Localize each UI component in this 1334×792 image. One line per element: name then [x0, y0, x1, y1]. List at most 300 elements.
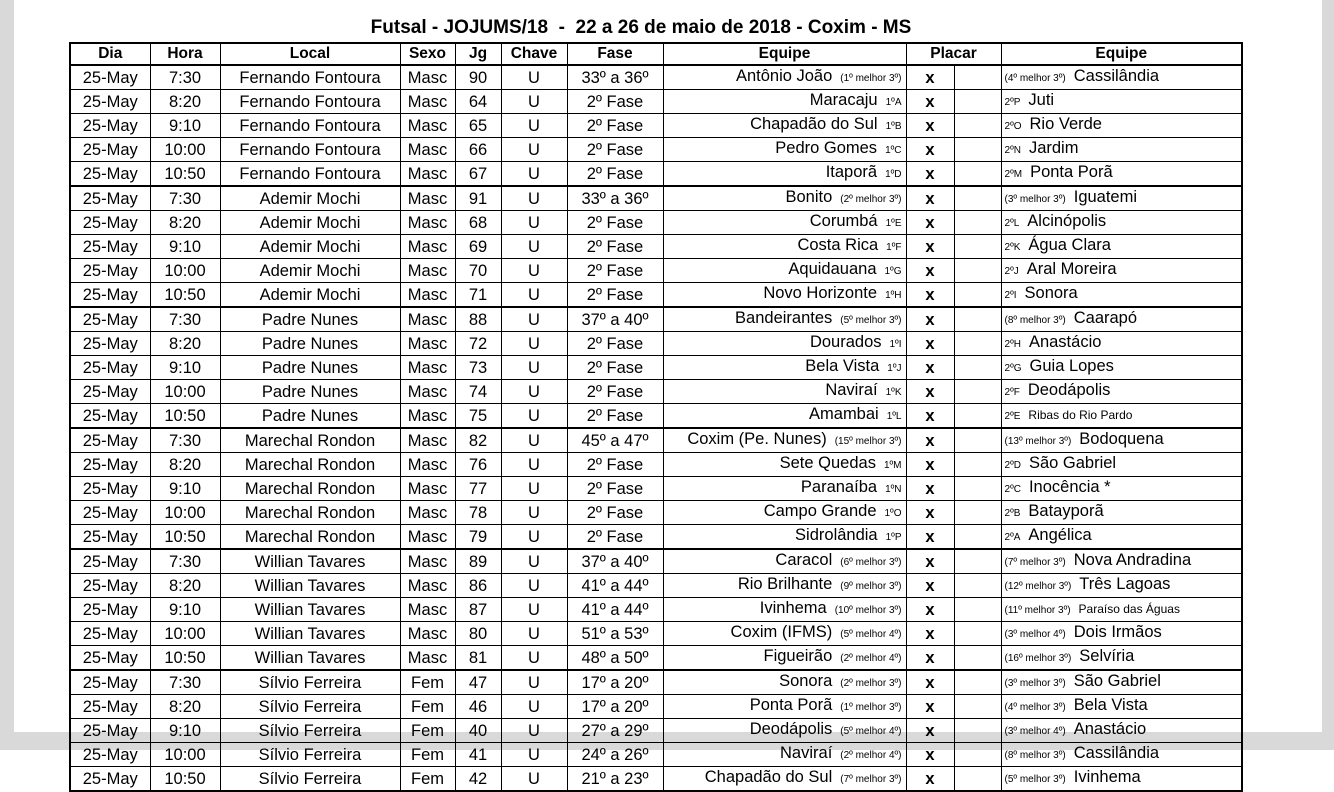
cell-jg: 88 — [455, 307, 501, 332]
cell-hora: 9:10 — [150, 477, 220, 501]
cell-dia: 25-May — [70, 65, 150, 90]
seed-note: (5º melhor 4º) — [840, 629, 902, 640]
cell-dia: 25-May — [70, 646, 150, 671]
cell-equipe-1 — [663, 259, 906, 283]
cell-equipe-1 — [663, 211, 906, 235]
table-row — [70, 307, 1242, 332]
team-name: Caarapó — [1073, 309, 1138, 327]
cell-equipe-1 — [663, 404, 906, 429]
cell-placar-score[interactable] — [954, 90, 1001, 114]
cell-equipe-2 — [1001, 695, 1242, 719]
cell-dia: 25-May — [70, 525, 150, 550]
cell-hora: 10:00 — [150, 743, 220, 767]
cell-placar-score[interactable] — [954, 162, 1001, 187]
cell-local: Fernando Fontoura — [220, 114, 400, 138]
table-row — [70, 453, 1242, 477]
cell-jg: 73 — [455, 356, 501, 380]
table-row — [70, 767, 1242, 792]
cell-placar-score[interactable] — [954, 453, 1001, 477]
cell-dia: 25-May — [70, 695, 150, 719]
team-name: Batayporã — [1028, 502, 1104, 520]
cell-sexo: Masc — [400, 453, 455, 477]
team-name: Chapadão do Sul — [704, 768, 833, 786]
cell-fase: 2º Fase — [567, 453, 663, 477]
cell-local: Willian Tavares — [220, 549, 400, 574]
table-row — [70, 719, 1242, 743]
team-name: Paranaíba — [800, 478, 878, 496]
team-name: Caracol — [775, 551, 833, 569]
cell-jg: 42 — [455, 767, 501, 792]
team-name: Cassilândia — [1073, 67, 1160, 85]
cell-equipe-2 — [1001, 90, 1242, 114]
cell-hora: 8:20 — [150, 695, 220, 719]
cell-sexo: Masc — [400, 356, 455, 380]
cell-equipe-1 — [663, 162, 906, 187]
table-row — [70, 695, 1242, 719]
cell-sexo: Masc — [400, 380, 455, 404]
cell-placar-score[interactable] — [954, 356, 1001, 380]
cell-equipe-2 — [1001, 501, 1242, 525]
cell-chave: U — [501, 598, 567, 622]
seed-note: (15º melhor 3º) — [834, 436, 902, 447]
cell-local: Padre Nunes — [220, 332, 400, 356]
header-sexo: Sexo — [400, 43, 455, 65]
table-row — [70, 477, 1242, 501]
team-name: Naviraí — [780, 744, 833, 762]
cell-placar-score[interactable] — [954, 719, 1001, 743]
cell-equipe-1 — [663, 90, 906, 114]
cell-jg: 77 — [455, 477, 501, 501]
cell-chave: U — [501, 549, 567, 574]
table-row — [70, 186, 1242, 211]
cell-hora: 7:30 — [150, 186, 220, 211]
cell-placar-score[interactable] — [954, 65, 1001, 90]
cell-fase: 17º a 20º — [567, 695, 663, 719]
table-row — [70, 622, 1242, 646]
team-name: Campo Grande — [763, 502, 877, 520]
cell-equipe-1 — [663, 598, 906, 622]
team-name: Rio Brilhante — [737, 575, 833, 593]
cell-equipe-2 — [1001, 235, 1242, 259]
team-name: Juti — [1028, 91, 1055, 109]
team-name: Paraíso das Águas — [1078, 602, 1180, 616]
cell-equipe-2 — [1001, 307, 1242, 332]
team-name: Ponta Porã — [749, 696, 833, 714]
cell-fase: 2º Fase — [567, 235, 663, 259]
cell-placar-score[interactable] — [954, 404, 1001, 429]
cell-sexo: Masc — [400, 114, 455, 138]
cell-local: Padre Nunes — [220, 380, 400, 404]
cell-fase: 33º a 36º — [567, 65, 663, 90]
seed-note: (2º melhor 3º) — [840, 678, 902, 689]
cell-equipe-1 — [663, 186, 906, 211]
seed-note: 2ºP — [1004, 97, 1021, 108]
team-name: Cassilândia — [1073, 744, 1160, 762]
team-name: Dourados — [809, 333, 882, 351]
seed-note: 1ºC — [885, 145, 902, 156]
cell-equipe-1 — [663, 332, 906, 356]
cell-placar-score[interactable] — [954, 549, 1001, 574]
cell-hora: 8:20 — [150, 90, 220, 114]
team-name: Nova Andradina — [1073, 551, 1192, 569]
header-hora: Hora — [150, 43, 220, 65]
cell-placar-score[interactable] — [954, 259, 1001, 283]
cell-jg: 70 — [455, 259, 501, 283]
cell-equipe-2 — [1001, 646, 1242, 671]
team-name: Coxim (Pe. Nunes) — [687, 430, 827, 448]
cell-jg: 89 — [455, 549, 501, 574]
cell-local: Marechal Rondon — [220, 501, 400, 525]
header-fase: Fase — [567, 43, 663, 65]
cell-dia: 25-May — [70, 283, 150, 308]
cell-local: Padre Nunes — [220, 356, 400, 380]
cell-placar-score[interactable] — [954, 574, 1001, 598]
cell-hora: 10:50 — [150, 162, 220, 187]
cell-equipe-2 — [1001, 767, 1242, 792]
cell-chave: U — [501, 259, 567, 283]
cell-dia: 25-May — [70, 428, 150, 453]
cell-local: Ademir Mochi — [220, 186, 400, 211]
cell-placar-x: x — [906, 525, 954, 550]
table-row — [70, 162, 1242, 187]
cell-local: Fernando Fontoura — [220, 65, 400, 90]
team-name: Bodoquena — [1079, 430, 1164, 448]
seed-note: 2ºE — [1004, 411, 1021, 422]
table-row — [70, 598, 1242, 622]
schedule-body — [70, 65, 1242, 791]
cell-equipe-2 — [1001, 719, 1242, 743]
cell-sexo: Fem — [400, 670, 455, 695]
cell-fase: 2º Fase — [567, 138, 663, 162]
cell-sexo: Masc — [400, 259, 455, 283]
team-name: Ivinhema — [759, 599, 827, 617]
cell-sexo: Masc — [400, 138, 455, 162]
cell-fase: 2º Fase — [567, 259, 663, 283]
cell-local: Willian Tavares — [220, 622, 400, 646]
seed-note: (5º melhor 3º) — [1004, 774, 1066, 785]
cell-chave: U — [501, 162, 567, 187]
seed-note: 1ºI — [889, 339, 902, 350]
cell-sexo: Masc — [400, 501, 455, 525]
cell-fase: 33º a 36º — [567, 186, 663, 211]
cell-dia: 25-May — [70, 380, 150, 404]
cell-chave: U — [501, 525, 567, 550]
cell-sexo: Masc — [400, 477, 455, 501]
cell-sexo: Masc — [400, 65, 455, 90]
team-name: São Gabriel — [1073, 672, 1161, 690]
table-row — [70, 65, 1242, 90]
cell-placar-score[interactable] — [954, 646, 1001, 671]
cell-sexo: Masc — [400, 622, 455, 646]
cell-placar-score[interactable] — [954, 428, 1001, 453]
team-name: Iguatemi — [1073, 188, 1138, 206]
seed-note: 2ºK — [1004, 242, 1021, 253]
cell-fase: 27º a 29º — [567, 719, 663, 743]
header-equipe-2: Equipe — [1001, 43, 1242, 65]
cell-placar-score[interactable] — [954, 695, 1001, 719]
header-dia: Dia — [70, 43, 150, 65]
seed-note: (16º melhor 3º) — [1004, 653, 1072, 664]
page-title: Futsal - JOJUMS/18 - 22 a 26 de maio de 2018 - Coxim - MS — [370, 17, 912, 38]
cell-chave: U — [501, 138, 567, 162]
cell-jg: 67 — [455, 162, 501, 187]
cell-placar-x: x — [906, 259, 954, 283]
cell-equipe-2 — [1001, 549, 1242, 574]
seed-note: 1ºF — [886, 242, 902, 253]
schedule-table — [69, 42, 1243, 792]
cell-fase: 2º Fase — [567, 380, 663, 404]
table-row — [70, 670, 1242, 695]
seed-note: (8º melhor 3º) — [1004, 315, 1066, 326]
cell-placar-score[interactable] — [954, 525, 1001, 550]
cell-placar-x: x — [906, 114, 954, 138]
cell-local: Marechal Rondon — [220, 428, 400, 453]
cell-equipe-2 — [1001, 211, 1242, 235]
seed-note: (12º melhor 3º) — [1004, 581, 1072, 592]
seed-note: 1ºH — [885, 290, 902, 301]
cell-chave: U — [501, 453, 567, 477]
cell-fase: 2º Fase — [567, 332, 663, 356]
cell-local: Willian Tavares — [220, 574, 400, 598]
cell-sexo: Masc — [400, 332, 455, 356]
cell-equipe-2 — [1001, 65, 1242, 90]
cell-sexo: Masc — [400, 211, 455, 235]
seed-note: 2ºO — [1004, 121, 1022, 132]
seed-note: 2ºD — [1004, 460, 1021, 471]
seed-note: 2ºJ — [1004, 266, 1019, 277]
seed-note: 1ºA — [885, 97, 902, 108]
cell-chave: U — [501, 404, 567, 429]
table-row — [70, 90, 1242, 114]
cell-sexo: Fem — [400, 767, 455, 792]
seed-note: 1ºE — [885, 218, 902, 229]
cell-placar-score[interactable] — [954, 186, 1001, 211]
cell-placar-x: x — [906, 598, 954, 622]
header-chave: Chave — [501, 43, 567, 65]
cell-equipe-2 — [1001, 428, 1242, 453]
team-name: Chapadão do Sul — [750, 115, 878, 133]
cell-dia: 25-May — [70, 767, 150, 792]
cell-local: Willian Tavares — [220, 598, 400, 622]
cell-equipe-2 — [1001, 259, 1242, 283]
seed-note: (4º melhor 3º) — [1004, 702, 1066, 713]
cell-hora: 7:30 — [150, 65, 220, 90]
cell-hora: 8:20 — [150, 574, 220, 598]
cell-chave: U — [501, 743, 567, 767]
seed-note: (2º melhor 3º) — [840, 194, 902, 205]
cell-local: Fernando Fontoura — [220, 162, 400, 187]
cell-equipe-1 — [663, 235, 906, 259]
cell-placar-x: x — [906, 646, 954, 671]
cell-chave: U — [501, 767, 567, 792]
cell-equipe-1 — [663, 525, 906, 550]
cell-equipe-1 — [663, 356, 906, 380]
cell-chave: U — [501, 356, 567, 380]
cell-sexo: Masc — [400, 283, 455, 308]
seed-note: 1ºL — [886, 411, 902, 422]
cell-placar-score[interactable] — [954, 114, 1001, 138]
seed-note: (13º melhor 3º) — [1004, 436, 1072, 447]
cell-chave: U — [501, 114, 567, 138]
seed-note: 2ºF — [1004, 387, 1020, 398]
cell-placar-x: x — [906, 743, 954, 767]
cell-placar-score[interactable] — [954, 380, 1001, 404]
cell-jg: 46 — [455, 695, 501, 719]
cell-sexo: Fem — [400, 719, 455, 743]
cell-hora: 9:10 — [150, 598, 220, 622]
seed-note: 1ºD — [885, 169, 902, 180]
team-name: Alcinópolis — [1027, 212, 1107, 230]
cell-equipe-1 — [663, 743, 906, 767]
seed-note: (2º melhor 4º) — [840, 653, 902, 664]
seed-note: 2ºM — [1004, 169, 1023, 180]
cell-placar-x: x — [906, 283, 954, 308]
team-name: Costa Rica — [797, 236, 879, 254]
cell-placar-score[interactable] — [954, 211, 1001, 235]
cell-placar-score[interactable] — [954, 767, 1001, 792]
cell-equipe-2 — [1001, 380, 1242, 404]
cell-placar-score[interactable] — [954, 670, 1001, 695]
cell-local: Padre Nunes — [220, 307, 400, 332]
cell-equipe-2 — [1001, 283, 1242, 308]
cell-placar-score[interactable] — [954, 307, 1001, 332]
cell-hora: 10:00 — [150, 622, 220, 646]
cell-hora: 7:30 — [150, 307, 220, 332]
cell-fase: 2º Fase — [567, 90, 663, 114]
seed-note: 2ºN — [1004, 145, 1021, 156]
cell-chave: U — [501, 332, 567, 356]
cell-equipe-2 — [1001, 743, 1242, 767]
team-name: Bela Vista — [805, 357, 880, 375]
cell-placar-x: x — [906, 574, 954, 598]
seed-note: 2ºA — [1004, 532, 1021, 543]
cell-chave: U — [501, 695, 567, 719]
cell-equipe-2 — [1001, 598, 1242, 622]
cell-placar-score[interactable] — [954, 501, 1001, 525]
cell-hora: 8:20 — [150, 332, 220, 356]
header-placar: Placar — [906, 43, 1001, 65]
cell-placar-score[interactable] — [954, 477, 1001, 501]
cell-equipe-2 — [1001, 574, 1242, 598]
team-name: Deodápolis — [749, 720, 833, 738]
cell-equipe-2 — [1001, 162, 1242, 187]
table-row — [70, 574, 1242, 598]
cell-placar-x: x — [906, 670, 954, 695]
cell-equipe-1 — [663, 622, 906, 646]
cell-equipe-1 — [663, 670, 906, 695]
cell-chave: U — [501, 380, 567, 404]
team-name: Sete Quedas — [779, 454, 876, 472]
seed-note: 1ºN — [885, 484, 902, 495]
cell-equipe-1 — [663, 477, 906, 501]
seed-note: (1º melhor 3º) — [840, 702, 902, 713]
cell-hora: 10:50 — [150, 404, 220, 429]
cell-local: Ademir Mochi — [220, 211, 400, 235]
cell-fase: 2º Fase — [567, 283, 663, 308]
cell-local: Ademir Mochi — [220, 259, 400, 283]
cell-placar-score[interactable] — [954, 283, 1001, 308]
seed-note: (3º melhor 3º) — [1004, 194, 1066, 205]
cell-jg: 79 — [455, 525, 501, 550]
cell-sexo: Masc — [400, 186, 455, 211]
cell-sexo: Masc — [400, 646, 455, 671]
seed-note: (2º melhor 4º) — [840, 750, 902, 761]
cell-placar-x: x — [906, 695, 954, 719]
seed-note: (1º melhor 3º) — [840, 73, 902, 84]
cell-chave: U — [501, 186, 567, 211]
cell-placar-x: x — [906, 380, 954, 404]
cell-placar-x: x — [906, 428, 954, 453]
cell-placar-score[interactable] — [954, 743, 1001, 767]
table-row — [70, 114, 1242, 138]
header-row — [70, 43, 1242, 65]
cell-fase: 2º Fase — [567, 525, 663, 550]
cell-fase: 45º a 47º — [567, 428, 663, 453]
cell-placar-score[interactable] — [954, 622, 1001, 646]
cell-equipe-2 — [1001, 356, 1242, 380]
team-name: Inocência * — [1028, 478, 1111, 496]
cell-dia: 25-May — [70, 307, 150, 332]
cell-chave: U — [501, 622, 567, 646]
cell-local: Padre Nunes — [220, 404, 400, 429]
cell-equipe-1 — [663, 767, 906, 792]
team-name: Corumbá — [809, 212, 878, 230]
cell-equipe-1 — [663, 138, 906, 162]
cell-sexo: Fem — [400, 743, 455, 767]
table-row — [70, 646, 1242, 671]
seed-note: (5º melhor 3º) — [840, 315, 902, 326]
team-name: Angélica — [1028, 526, 1092, 544]
cell-dia: 25-May — [70, 186, 150, 211]
cell-placar-x: x — [906, 622, 954, 646]
cell-jg: 71 — [455, 283, 501, 308]
cell-placar-x: x — [906, 719, 954, 743]
cell-dia: 25-May — [70, 574, 150, 598]
cell-fase: 37º a 40º — [567, 307, 663, 332]
cell-dia: 25-May — [70, 90, 150, 114]
cell-dia: 25-May — [70, 162, 150, 187]
cell-placar-score[interactable] — [954, 138, 1001, 162]
team-name: Guia Lopes — [1029, 357, 1114, 375]
table-row — [70, 428, 1242, 453]
cell-dia: 25-May — [70, 501, 150, 525]
cell-fase: 2º Fase — [567, 404, 663, 429]
seed-note: (4º melhor 3º) — [1004, 73, 1066, 84]
cell-fase: 2º Fase — [567, 356, 663, 380]
cell-hora: 10:00 — [150, 259, 220, 283]
cell-equipe-2 — [1001, 453, 1242, 477]
cell-jg: 80 — [455, 622, 501, 646]
seed-note: (3º melhor 3º) — [1004, 678, 1066, 689]
cell-dia: 25-May — [70, 332, 150, 356]
seed-note: 2ºB — [1004, 508, 1021, 519]
cell-jg: 65 — [455, 114, 501, 138]
cell-placar-score[interactable] — [954, 332, 1001, 356]
cell-placar-score[interactable] — [954, 235, 1001, 259]
window-frame-left — [0, 0, 14, 750]
cell-fase: 21º a 23º — [567, 767, 663, 792]
team-name: Maracaju — [809, 91, 878, 109]
cell-local: Marechal Rondon — [220, 453, 400, 477]
seed-note: (10º melhor 3º) — [834, 605, 902, 616]
cell-chave: U — [501, 428, 567, 453]
cell-fase: 41º a 44º — [567, 598, 663, 622]
cell-placar-x: x — [906, 501, 954, 525]
team-name: Bonito — [785, 188, 833, 206]
table-row — [70, 138, 1242, 162]
cell-placar-score[interactable] — [954, 598, 1001, 622]
cell-dia: 25-May — [70, 356, 150, 380]
